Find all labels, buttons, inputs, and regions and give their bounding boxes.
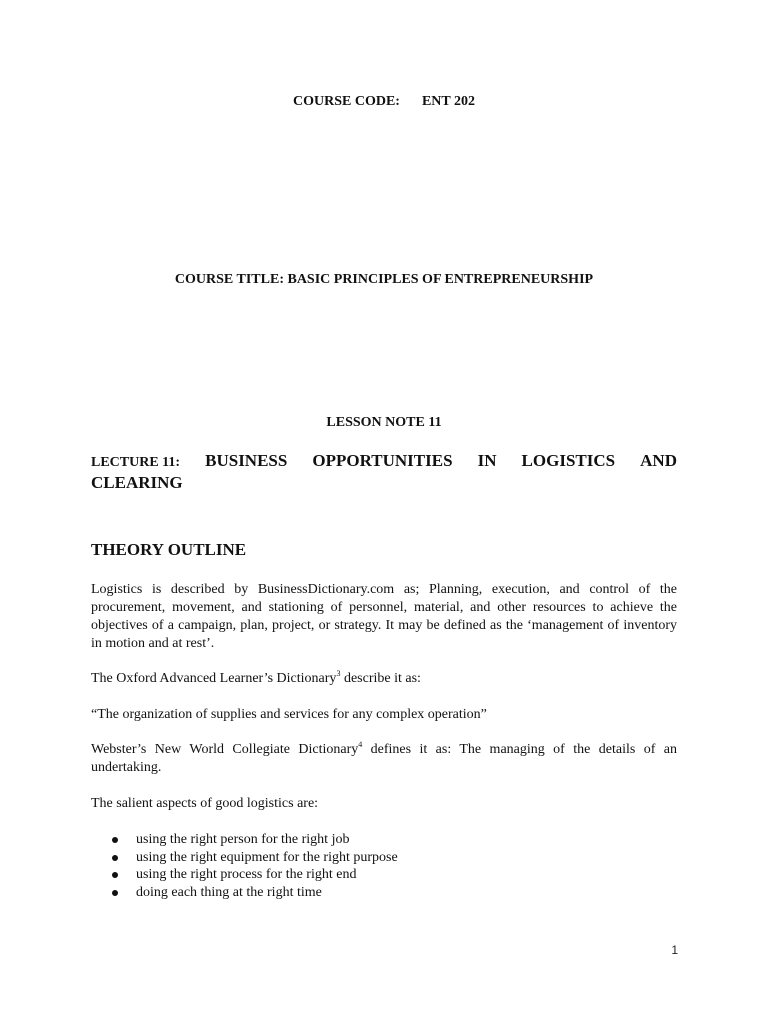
footnote-marker: 4	[358, 740, 363, 749]
salient-aspects-intro: The salient aspects of good logistics are:	[91, 796, 319, 811]
bullet-icon	[112, 872, 118, 878]
footnote-marker: 3	[336, 669, 341, 678]
bullet-icon	[112, 890, 118, 896]
logistics-definition-paragraph: Logistics is described by BusinessDictionary.com as; Planning, execution, and control of the procurement, movement, and stationing of personnel, material, and other resources to achieve the objectives of a campaign, plan, project, or strategy. It may be defined as the ‘management of inventory in motion and at rest’.	[91, 582, 677, 651]
bullet-icon	[112, 855, 118, 861]
lecture-label: LECTURE 11:	[91, 455, 181, 470]
oxford-dictionary-paragraph: The Oxford Advanced Learner’s Dictionary$^3$ describe it as:	[91, 669, 421, 686]
lecture-title-word: BUSINESS	[205, 451, 288, 470]
lecture-title-word: IN	[477, 451, 497, 470]
webster-dictionary-paragraph: Webster’s New World Collegiate Dictionary$^4$ defines it as: The managing of the details of an undertaking.	[91, 740, 677, 775]
lecture-title-line-1	[91, 451, 677, 473]
list-item: doing each thing at the right time	[91, 884, 677, 902]
lecture-title-word: OPPORTUNITIES	[312, 451, 453, 470]
page-number: 1	[671, 943, 678, 957]
lecture-title-word: LOGISTICS	[521, 451, 616, 470]
list-item: using the right person for the right job	[91, 831, 677, 849]
lecture-title	[91, 451, 677, 493]
lecture-title-word: AND	[640, 451, 677, 470]
list-item: using the right process for the right end	[91, 866, 677, 884]
course-title: COURSE TITLE: BASIC PRINCIPLES OF ENTREPRENEURSHIP	[174, 272, 594, 287]
lesson-note-heading: LESSON NOTE 11	[326, 415, 442, 430]
salient-aspects-list	[91, 831, 677, 901]
section-heading: THEORY OUTLINE	[91, 540, 247, 559]
course-code-label: COURSE CODE:	[292, 94, 400, 109]
list-item: using the right equipment for the right purpose	[91, 849, 677, 867]
oxford-quote-paragraph: “The organization of supplies and services for any complex operation”	[91, 707, 487, 722]
lecture-title-line-2: CLEARING	[91, 473, 183, 492]
course-code-line	[0, 94, 768, 110]
course-code-value: ENT 202	[421, 94, 475, 109]
bullet-icon	[112, 837, 118, 843]
